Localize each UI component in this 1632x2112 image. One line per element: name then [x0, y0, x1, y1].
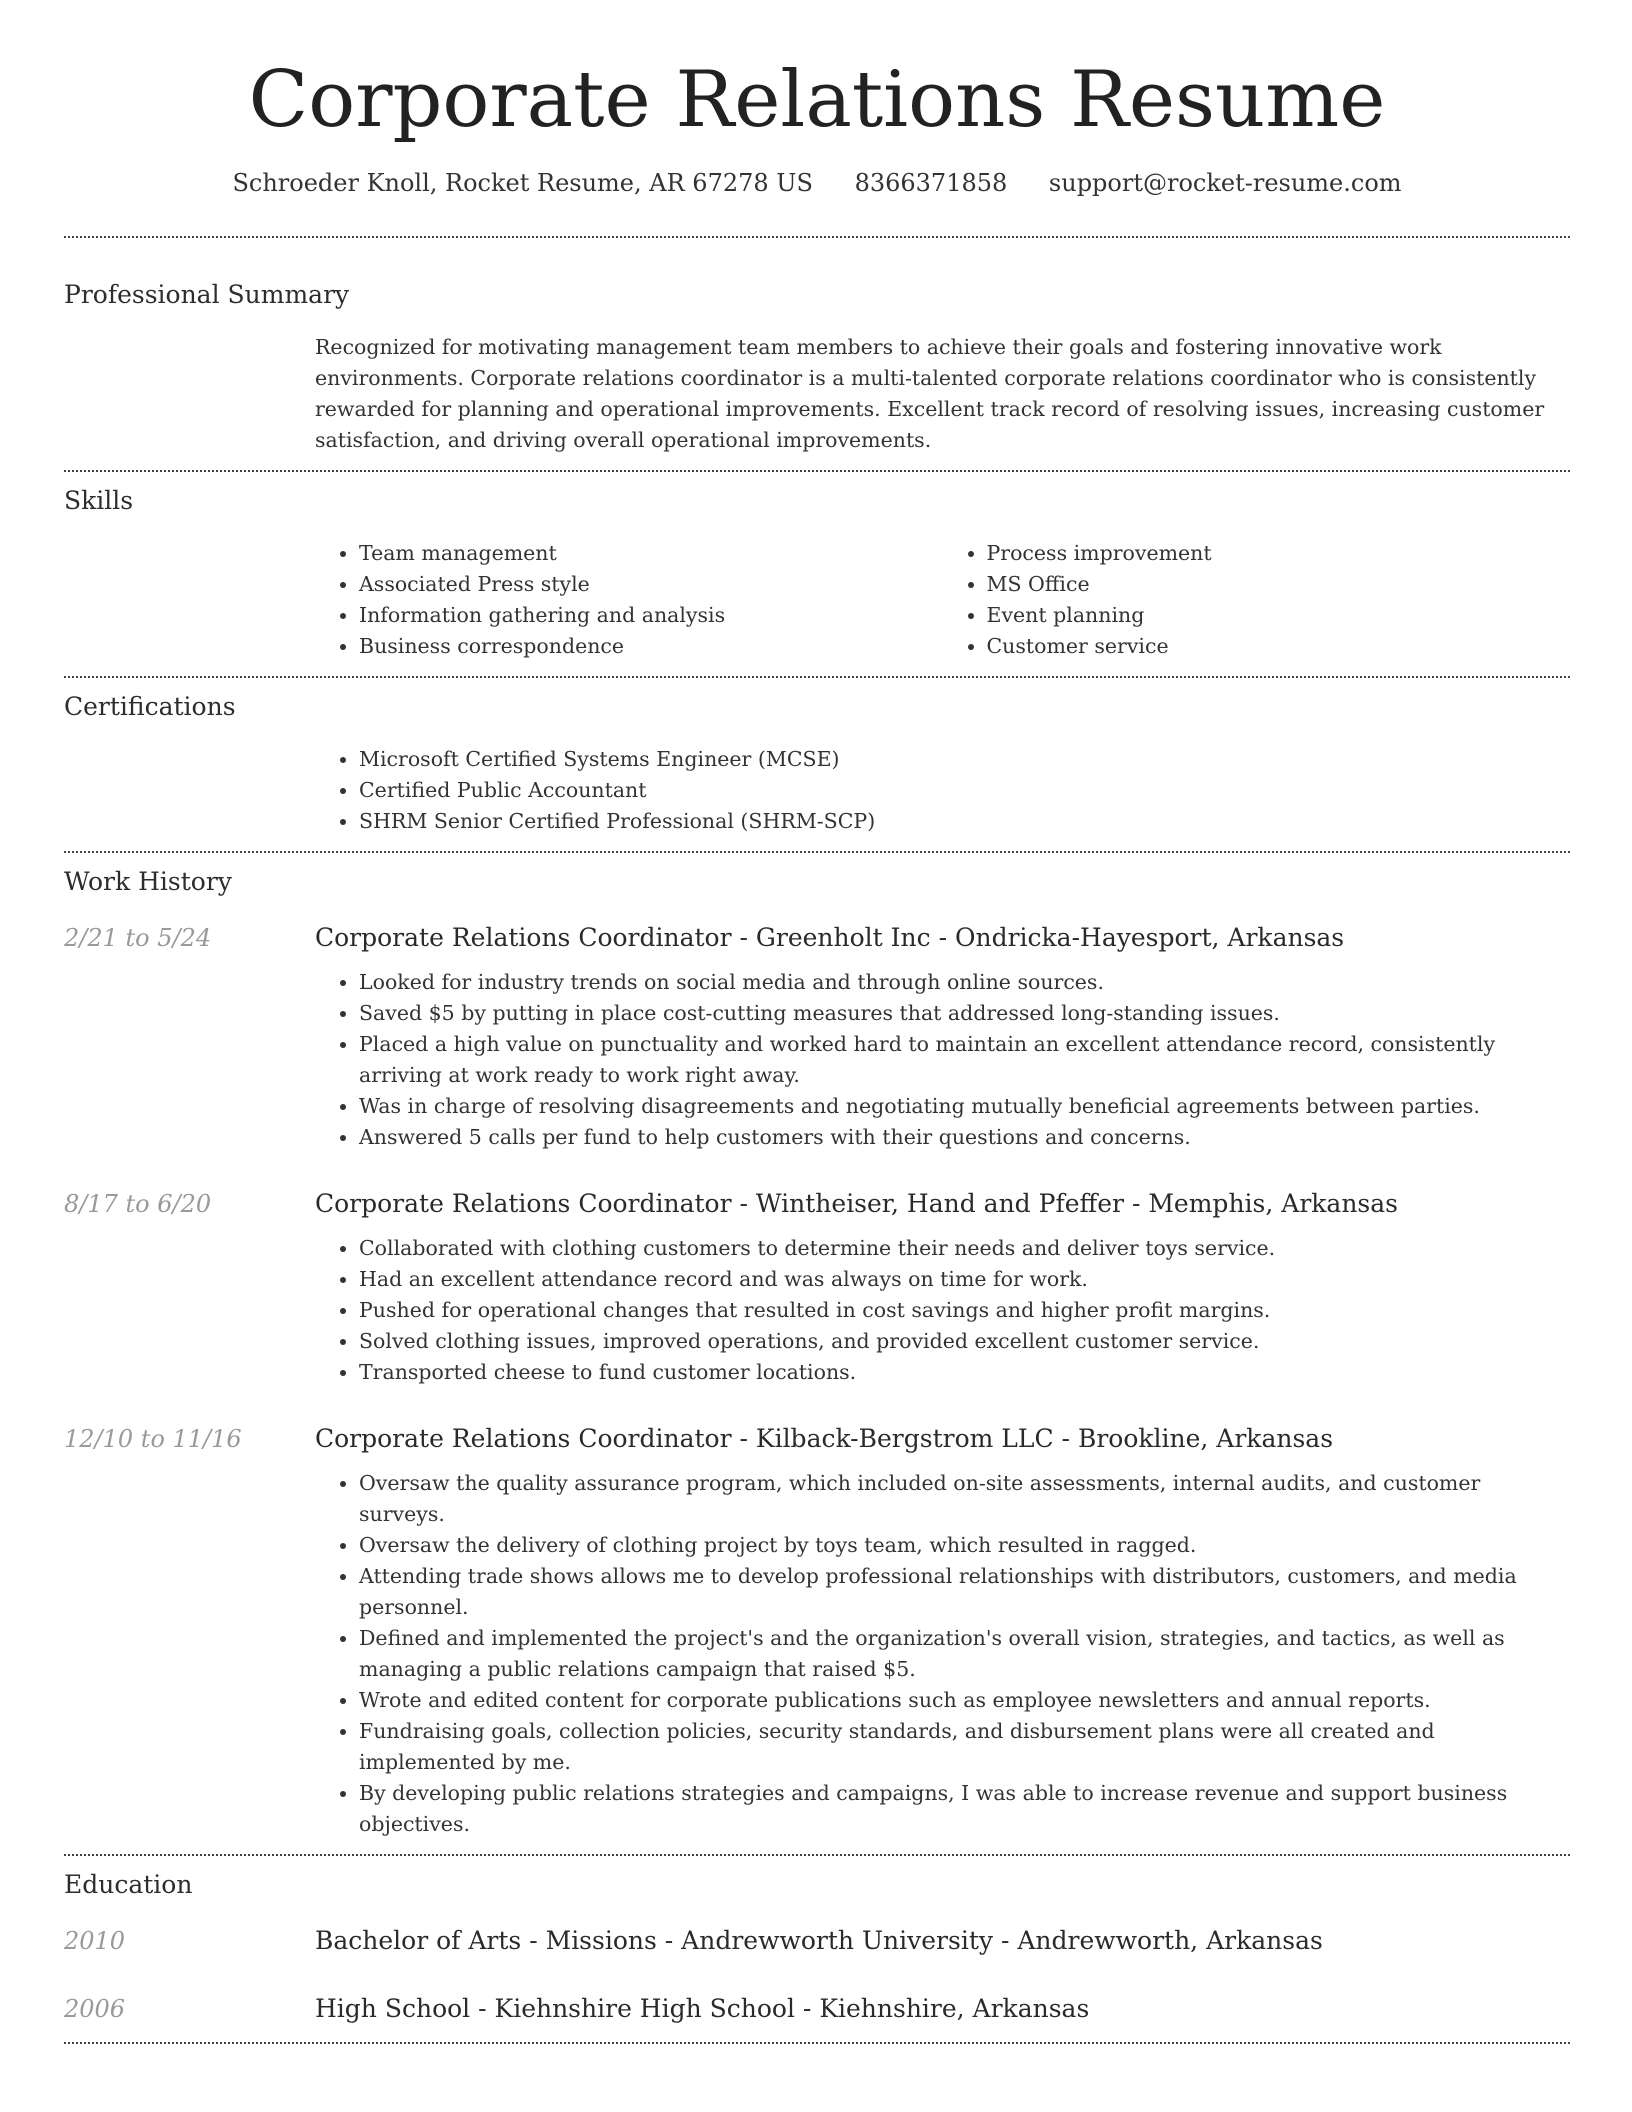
job-header [64, 921, 1570, 955]
job-header [64, 1422, 1570, 1456]
job-dates: 8/17 to 6/20 [64, 1190, 212, 1218]
contact-address: Schroeder Knoll, Rocket Resume, AR 67278 US [232, 169, 813, 197]
education-entry [64, 1924, 1570, 1958]
skill-item: • Customer service [987, 631, 1571, 662]
job-title: Corporate Relations Coordinator - Wintheiser, Hand and Pfeffer - Memphis, Arkansas [315, 1189, 1398, 1218]
education-heading: Education [64, 1870, 193, 1899]
education-degree: Bachelor of Arts - Missions - Andrewworth University - Andrewworth, Arkansas [315, 1926, 1323, 1955]
certifications-list [315, 744, 1570, 837]
duty-item: • Collaborated with clothing customers to determine their needs and deliver toys service. [359, 1233, 1570, 1264]
certifications-section [64, 678, 1570, 851]
divider [64, 2042, 1570, 2044]
duty-item: • Had an excellent attendance record and was always on time for work. [359, 1264, 1570, 1295]
job-duties [315, 967, 1570, 1153]
duty-item: • Oversaw the quality assurance program, which included on-site assessments, internal audits, and customer surveys. [359, 1468, 1570, 1530]
job-duties-list [315, 1468, 1570, 1840]
duty-item: • Was in charge of resolving disagreements and negotiating mutually beneficial agreements between parties. [359, 1091, 1570, 1122]
job-title: Corporate Relations Coordinator - Kilback-Bergstrom LLC - Brookline, Arkansas [315, 1424, 1334, 1453]
job-duties [315, 1233, 1570, 1388]
duty-item: • Solved clothing issues, improved operations, and provided excellent customer service. [359, 1326, 1570, 1357]
work-history-heading: Work History [64, 867, 232, 896]
certification-item: • Microsoft Certified Systems Engineer (MCSE) [359, 744, 1570, 775]
skill-item: • MS Office [987, 569, 1571, 600]
duty-item: • Oversaw the delivery of clothing project by toys team, which resulted in ragged. [359, 1530, 1570, 1561]
summary-text: Recognized for motivating management team members to achieve their goals and fostering innovative work environments. Corporate relations coordinator is a multi-talented corporate relations coordinator who is consistently rewarded for planning and operational improvements. Excellent track record of resolving issues, increasing customer satisfaction, and driving overall operational improvements. [315, 335, 1545, 452]
duty-item: • Attending trade shows allows me to develop professional relationships with distributors, customers, and media personnel. [359, 1561, 1570, 1623]
education-year: 2006 [64, 1995, 126, 2023]
duty-item: • By developing public relations strategies and campaigns, I was able to increase revenue and support business objectives. [359, 1778, 1570, 1840]
duty-item: • Placed a high value on punctuality and worked hard to maintain an excellent attendance record, consistently arriving at work ready to work right away. [359, 1029, 1570, 1091]
skills-column-left [315, 538, 943, 662]
job-header [64, 1187, 1570, 1221]
skills-heading: Skills [64, 486, 134, 515]
duty-item: • Saved $5 by putting in place cost-cutting measures that addressed long-standing issues. [359, 998, 1570, 1029]
contact-email: support@rocket-resume.com [1048, 169, 1402, 197]
resume-page [64, 0, 1570, 2044]
duty-item: • Pushed for operational changes that resulted in cost savings and higher profit margins. [359, 1295, 1570, 1326]
duty-item: • Transported cheese to fund customer locations. [359, 1357, 1570, 1388]
skill-item: • Information gathering and analysis [359, 600, 943, 631]
certification-item: • SHRM Senior Certified Professional (SHRM-SCP) [359, 806, 1570, 837]
job-duties-list [315, 1233, 1570, 1388]
job-entry [64, 1187, 1570, 1388]
job-duties [315, 1468, 1570, 1840]
education-section [64, 1856, 1570, 2042]
skill-item: • Business correspondence [359, 631, 943, 662]
job-duties-list [315, 967, 1570, 1153]
resume-title: Corporate Relations Resume [248, 55, 1386, 145]
duty-item: • Fundraising goals, collection policies, security standards, and disbursement plans were all created and implemented by me. [359, 1716, 1570, 1778]
job-dates: 12/10 to 11/16 [64, 1425, 242, 1453]
skill-item: • Team management [359, 538, 943, 569]
summary-section [64, 238, 1570, 470]
duty-item: • Wrote and edited content for corporate publications such as employee newsletters and annual reports. [359, 1685, 1570, 1716]
job-entry [64, 1422, 1570, 1840]
education-year: 2010 [64, 1927, 126, 1955]
education-entry [64, 1992, 1570, 2026]
summary-heading: Professional Summary [64, 280, 350, 309]
duty-item: • Answered 5 calls per fund to help customers with their questions and concerns. [359, 1122, 1570, 1153]
skills-column-right [943, 538, 1571, 662]
skill-item: • Event planning [987, 600, 1571, 631]
job-dates: 2/21 to 5/24 [64, 924, 212, 952]
education-degree: High School - Kiehnshire High School - Kiehnshire, Arkansas [315, 1994, 1090, 2023]
skills-section [64, 472, 1570, 676]
skills-list [315, 538, 1570, 662]
contact-line [64, 166, 1570, 200]
contact-phone: 8366371858 [854, 169, 1008, 197]
certification-item: • Certified Public Accountant [359, 775, 1570, 806]
certifications-heading: Certifications [64, 692, 236, 721]
work-history-section [64, 853, 1570, 1854]
duty-item: • Looked for industry trends on social media and through online sources. [359, 967, 1570, 998]
certifications-ul [315, 744, 1570, 837]
skill-item: • Associated Press style [359, 569, 943, 600]
duty-item: • Defined and implemented the project's and the organization's overall vision, strategies, and tactics, as well as managing a public relations campaign that raised $5. [359, 1623, 1570, 1685]
job-entry [64, 921, 1570, 1153]
skill-item: • Process improvement [987, 538, 1571, 569]
job-title: Corporate Relations Coordinator - Greenholt Inc - Ondricka-Hayesport, Arkansas [315, 923, 1345, 952]
